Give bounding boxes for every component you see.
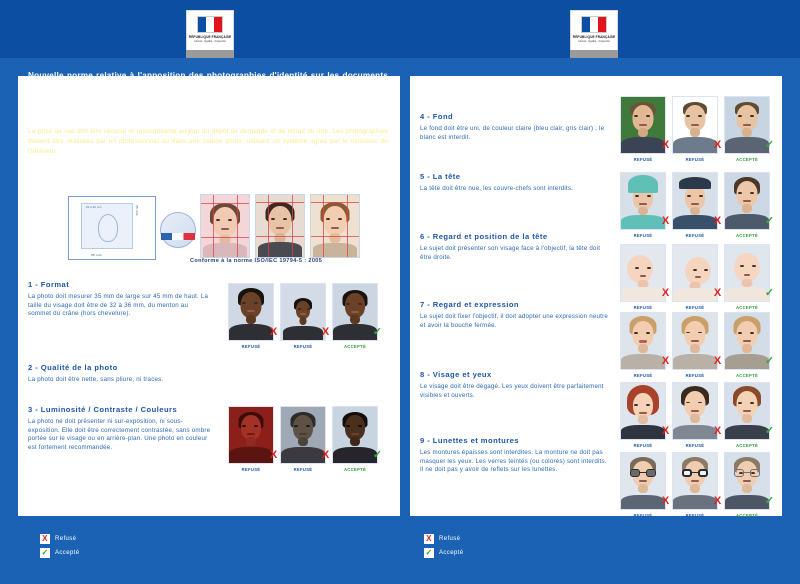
french-flag-icon [197, 16, 223, 33]
legend-refuse-label: Refusé [55, 536, 77, 542]
reject-mark-icon: X [661, 139, 670, 151]
example-caption: REFUSÉ [633, 305, 653, 310]
reject-mark-icon: X [661, 425, 670, 437]
logo-caption-right: RÉPUBLIQUE FRANÇAISE [572, 35, 616, 39]
format-diagram-face-box [81, 203, 133, 249]
reject-mark-icon: X [713, 287, 722, 299]
conformity-caption: Conforme à la norme ISO/IEC 19794-5 : 2005 [190, 258, 323, 264]
example-photo-cell [724, 172, 775, 238]
example-caption: REFUSÉ [685, 513, 705, 518]
example-photo-cell [724, 96, 775, 162]
cap-shape [679, 177, 711, 189]
legend-left [40, 534, 79, 562]
example-photo-cell [724, 244, 775, 310]
example-caption: REFUSÉ [685, 157, 705, 162]
footer-band [0, 524, 800, 584]
example-caption: REFUSÉ [685, 305, 705, 310]
format-diagram-inner-label: 32 à 36 mm [86, 206, 102, 209]
example-caption: ACCEPTÉ [735, 443, 759, 448]
example-photo-cell [724, 452, 775, 518]
intro-main-sentence: Nouvelle norme relative à l'apposition des photographies d'identité sur les documents d'identité et de voyage français, notamment les cartes nationales d'identité et les passeports, ainsi que sur les permis de conduire et les titres de séjour pour étrangers. [28, 71, 388, 104]
example-photo-cell [620, 312, 670, 378]
section-regard-position-body: Le sujet doit présenter son visage face à l'objectif, la tête doit être droite. [420, 245, 601, 261]
header-band [0, 0, 800, 58]
intro-norm-reference: (norme ISO/IEC 19794-5 : 2005) [28, 108, 111, 115]
format-diagram-face-outline [98, 214, 118, 242]
example-caption: ACCEPTÉ [343, 344, 367, 349]
example-caption: ACCEPTÉ [343, 467, 367, 472]
section-luminosite [28, 405, 213, 452]
logo-motto-left: Liberté · Égalité · Fraternité [194, 40, 226, 43]
section-format-title: 1 - Format [28, 280, 70, 289]
example-caption: REFUSÉ [633, 157, 653, 162]
section-visage-yeux-body: Le visage doit être dégagé. Les yeux doivent être parfaitement visibles et ouverts. [420, 383, 604, 399]
examples-fond [620, 96, 775, 162]
example-photo-cell [620, 96, 670, 162]
glasses-icon [734, 469, 760, 477]
accept-mark-icon: ✓ [425, 548, 433, 557]
marianne-tricolor-stripe [161, 233, 195, 240]
intro-block [28, 70, 388, 156]
reference-photo-1 [200, 194, 250, 258]
example-photo-cell [332, 283, 383, 349]
example-photo-cell [672, 96, 722, 162]
french-flag-icon [581, 16, 607, 33]
example-photo-cell [724, 312, 775, 378]
example-photo-cell [620, 244, 670, 310]
section-fond [420, 112, 610, 142]
section-luminosite-body: La photo ne doit présenter ni sur-exposition, ni sous-exposition. Elle doit être correctement contrastée, sans ombre portée sur le visage ou en arrière-plan. Une photo en couleur est fortement recommandée. [28, 418, 211, 451]
section-qualite-title: 2 - Qualité de la photo [28, 363, 118, 372]
accept-mark-icon: ✓ [41, 548, 49, 557]
reject-mark-icon: X [269, 449, 278, 461]
format-diagram-height-label: 45 mm [135, 205, 139, 216]
reject-mark-icon: X [713, 495, 722, 507]
section-regard-expression [420, 300, 610, 330]
section-tete-body: La tête doit être nue, les couvre-chefs sont interdits. [420, 185, 574, 192]
example-caption: ACCEPTÉ [735, 513, 759, 518]
examples-regard-expression [620, 312, 775, 378]
example-photo-cell [672, 382, 722, 448]
example-caption: REFUSÉ [685, 443, 705, 448]
examples-visage-yeux [620, 382, 775, 448]
logo-caption-left: RÉPUBLIQUE FRANÇAISE [188, 35, 232, 39]
intro-sub-text: La prise de vue doit être récente et ressemblante au jour du dépôt de demande et de retrait du titre. Les photographies doivent être réalisées par un professionnel ou dans une cabine photo, utilisant un système agréé par le ministère de l'Intérieur. [28, 128, 388, 155]
examples-luminosite [228, 406, 383, 472]
section-fond-title: 4 - Fond [420, 112, 454, 121]
reject-mark-icon: X [713, 215, 722, 227]
reject-mark-icon: X [661, 215, 670, 227]
examples-tete [620, 172, 775, 238]
glasses-icon [682, 469, 708, 477]
section-visage-yeux [420, 370, 610, 400]
example-photo-cell [228, 406, 278, 472]
format-diagram-width-label: 35 mm [91, 253, 102, 257]
section-regard-expression-title: 7 - Regard et expression [420, 300, 520, 309]
examples-format [228, 283, 383, 349]
reject-mark-icon: X [713, 355, 722, 367]
intro-main-text [28, 70, 388, 118]
section-format [28, 280, 213, 319]
example-caption: ACCEPTÉ [735, 305, 759, 310]
example-photo-cell [620, 172, 670, 238]
example-caption: ACCEPTÉ [735, 233, 759, 238]
example-caption: REFUSÉ [633, 513, 653, 518]
reject-mark-icon: X [269, 326, 278, 338]
section-lunettes-body: Les montures épaisses sont interdites. La monture ne doit pas masquer les yeux. Les verres teintés (ou colorés) sont interdits. Il ne doit pas y avoir de reflets sur les lunettes. [420, 449, 607, 474]
legend-accepte-label: Accepté [55, 550, 80, 556]
section-tete-title: 5 - La tête [420, 172, 461, 181]
examples-regard-position [620, 244, 775, 310]
logo-motto-right: Liberté · Égalité · Fraternité [578, 40, 610, 43]
section-fond-body: Le fond doit être uni, de couleur claire (bleu clair, gris clair) ; le blanc est interdit. [420, 125, 605, 141]
example-photo-cell [620, 382, 670, 448]
marianne-seal-icon [160, 212, 196, 248]
accept-mark-icon: ✓ [764, 425, 775, 437]
accept-mark-icon: ✓ [764, 215, 775, 227]
section-regard-expression-body: Le sujet doit fixer l'objectif, il doit adopter une expression neutre et avoir la bouche fermée. [420, 313, 608, 329]
reject-mark-icon: X [321, 449, 330, 461]
reject-mark-icon: X [424, 534, 434, 544]
section-regard-position-title: 6 - Regard et position de la tête [420, 232, 548, 241]
example-photo-cell [672, 452, 722, 518]
example-caption: REFUSÉ [241, 344, 261, 349]
example-caption: REFUSÉ [633, 373, 653, 378]
example-caption: ACCEPTÉ [735, 157, 759, 162]
example-photo-cell [228, 283, 278, 349]
accept-mark-icon: ✓ [372, 449, 383, 461]
example-photo-cell [672, 244, 722, 310]
examples-lunettes [620, 452, 775, 518]
reject-mark-icon: X [661, 355, 670, 367]
section-format-body: La photo doit mesurer 35 mm de large sur 45 mm de haut. La taille du visage doit être de 32 à 36 mm, du menton au sommet du crâne (hors chevelure). [28, 293, 209, 318]
example-caption: REFUSÉ [685, 233, 705, 238]
section-tete [420, 172, 610, 194]
example-caption: REFUSÉ [293, 344, 313, 349]
example-photo-cell [620, 452, 670, 518]
section-regard-position [420, 232, 610, 262]
example-photo-cell [724, 382, 775, 448]
example-photo-cell [280, 406, 330, 472]
format-diagram [68, 196, 156, 260]
reject-mark-icon: X [713, 425, 722, 437]
section-qualite-body: La photo doit être nette, sans pliure, ni traces. [28, 376, 164, 383]
legend-accepte-row [40, 548, 79, 558]
accept-mark-icon: ✓ [764, 495, 775, 507]
accept-mark-icon: ✓ [764, 139, 775, 151]
example-photo-cell [332, 406, 383, 472]
reject-mark-icon: X [713, 139, 722, 151]
example-caption: REFUSÉ [241, 467, 261, 472]
example-caption: ACCEPTÉ [735, 373, 759, 378]
legend-refuse-label: Refusé [439, 536, 461, 542]
reject-mark-icon: X [661, 287, 670, 299]
legend-refuse-row [40, 534, 79, 544]
accept-mark-icon: ✓ [764, 287, 775, 299]
reference-photo-3 [310, 194, 360, 258]
example-caption: REFUSÉ [293, 467, 313, 472]
section-visage-yeux-title: 8 - Visage et yeux [420, 370, 492, 379]
section-lunettes-title: 9 - Lunettes et montures [420, 436, 519, 445]
legend-refuse-row [424, 534, 463, 544]
legend-accepte-label: Accepté [439, 550, 464, 556]
reference-photo-2 [255, 194, 305, 258]
headscarf-shape [628, 175, 658, 193]
reject-mark-icon: X [321, 326, 330, 338]
section-qualite [28, 363, 213, 385]
reject-mark-icon: X [40, 534, 50, 544]
reference-photo-strip [200, 194, 360, 258]
section-luminosite-title: 3 - Luminosité / Contraste / Couleurs [28, 405, 178, 414]
accept-mark-icon: ✓ [764, 355, 775, 367]
legend-right [424, 534, 463, 562]
example-caption: REFUSÉ [633, 443, 653, 448]
example-photo-cell [672, 312, 722, 378]
example-caption: REFUSÉ [633, 233, 653, 238]
example-photo-cell [280, 283, 330, 349]
accept-mark-icon: ✓ [372, 326, 383, 338]
legend-accepte-row [424, 548, 463, 558]
example-caption: REFUSÉ [685, 373, 705, 378]
glasses-icon [630, 469, 656, 477]
section-lunettes [420, 436, 610, 475]
example-photo-cell [672, 172, 722, 238]
reject-mark-icon: X [661, 495, 670, 507]
marianne-circle [160, 212, 196, 248]
